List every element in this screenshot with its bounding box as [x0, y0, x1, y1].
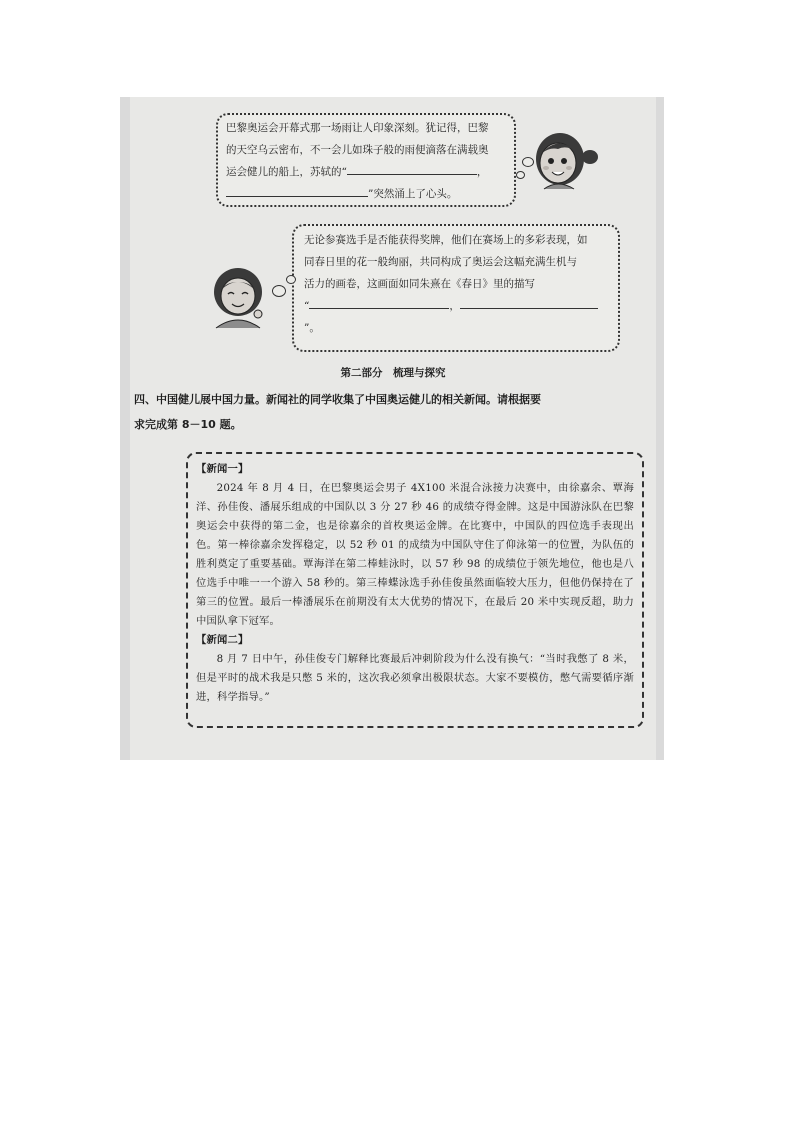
bubble-bottom-line-3: 活力的画卷，这画面如同朱熹在《春日》里的描写 — [304, 278, 535, 290]
thought-circle-icon — [286, 275, 296, 284]
answer-blank[interactable] — [460, 296, 598, 309]
speech-bubble-bottom — [292, 224, 620, 352]
thought-circle-icon — [272, 285, 286, 297]
answer-blank[interactable] — [226, 184, 368, 197]
answer-blank[interactable] — [309, 296, 449, 309]
news-two-heading: 【新闻二】 — [196, 634, 249, 646]
bubble-top-line-4: ”突然涌上了心头。 — [226, 183, 506, 205]
question-four — [134, 387, 654, 437]
bubble-bottom-line-1: 无论参赛选手是否能获得奖牌，他们在赛场上的多彩表现，如 — [304, 234, 588, 246]
bubble-bottom-line-2: 同春日里的花一般绚丽，共同构成了奥运会这幅充满生机与 — [304, 256, 577, 268]
news-two-text: 8 月 7 日中午，孙佳俊专门解释比赛最后冲刺阶段为什么没有换气：“当时我憋了 8 米，但是平时的战术我是只憋 5 米的，这次我必须拿出极限状态。大家不要模仿，憋气需要循序渐进，科学指导。” — [196, 653, 634, 703]
girl-cartoon-icon — [210, 262, 270, 330]
worksheet-page — [130, 97, 656, 760]
bubble-top-line-1: 巴黎奥运会开幕式那一场雨让人印象深刻。犹记得，巴黎 — [226, 122, 489, 134]
bubble-top-line-3: 运会健儿的船上，苏轼的“ ， — [226, 161, 506, 183]
girl-cartoon-icon — [530, 127, 602, 193]
thought-circle-icon — [516, 171, 525, 179]
speech-bubble-top — [216, 113, 516, 207]
question-four-line-1: 四、中国健儿展中国力量。新闻社的同学收集了中国奥运健儿的相关新闻。请根据要 — [134, 393, 541, 406]
news-one-heading: 【新闻一】 — [196, 463, 249, 475]
photo-background — [120, 97, 664, 760]
news-one-text: 2024 年 8 月 4 日，在巴黎奥运会男子 4X100 米混合泳接力决赛中，由徐嘉余、覃海洋、孙佳俊、潘展乐组成的中国队以 3 分 27 秒 46 的成绩夺得金牌。这是中国游泳队在巴黎奥运会中获得的第二金，也是徐嘉余的首枚奥运金牌。在比赛中，中国队的四位选手表现出色。第一棒徐嘉余发挥稳定，以 52 秒 01 的成绩为中国队守住了仰泳第一的位置，为队伍的胜利奠定了重要基础。覃海洋在第二棒蛙泳时，以 57 秒 98 的成绩位于领先地位，他也是八位选手中唯一一个游入 58 秒的。第三棒蝶泳选手孙佳俊虽然面临较大压力，但他仍保持在了第三的位置。最后一棒潘展乐在前期没有太大优势的情况下，在最后 20 米中实现反超，助力中国队拿下冠军。 — [196, 482, 634, 627]
answer-blank[interactable] — [347, 162, 477, 175]
bubble-bottom-line-4: “ ，”。 — [304, 295, 608, 339]
section-title: 第二部分 梳理与探究 — [340, 367, 446, 379]
question-four-line-2: 求完成第 8－10 题。 — [134, 418, 242, 431]
news-box — [186, 452, 644, 728]
bubble-top-line-2: 的天空乌云密布，不一会儿如珠子般的雨便滴落在满载奥 — [226, 144, 489, 156]
